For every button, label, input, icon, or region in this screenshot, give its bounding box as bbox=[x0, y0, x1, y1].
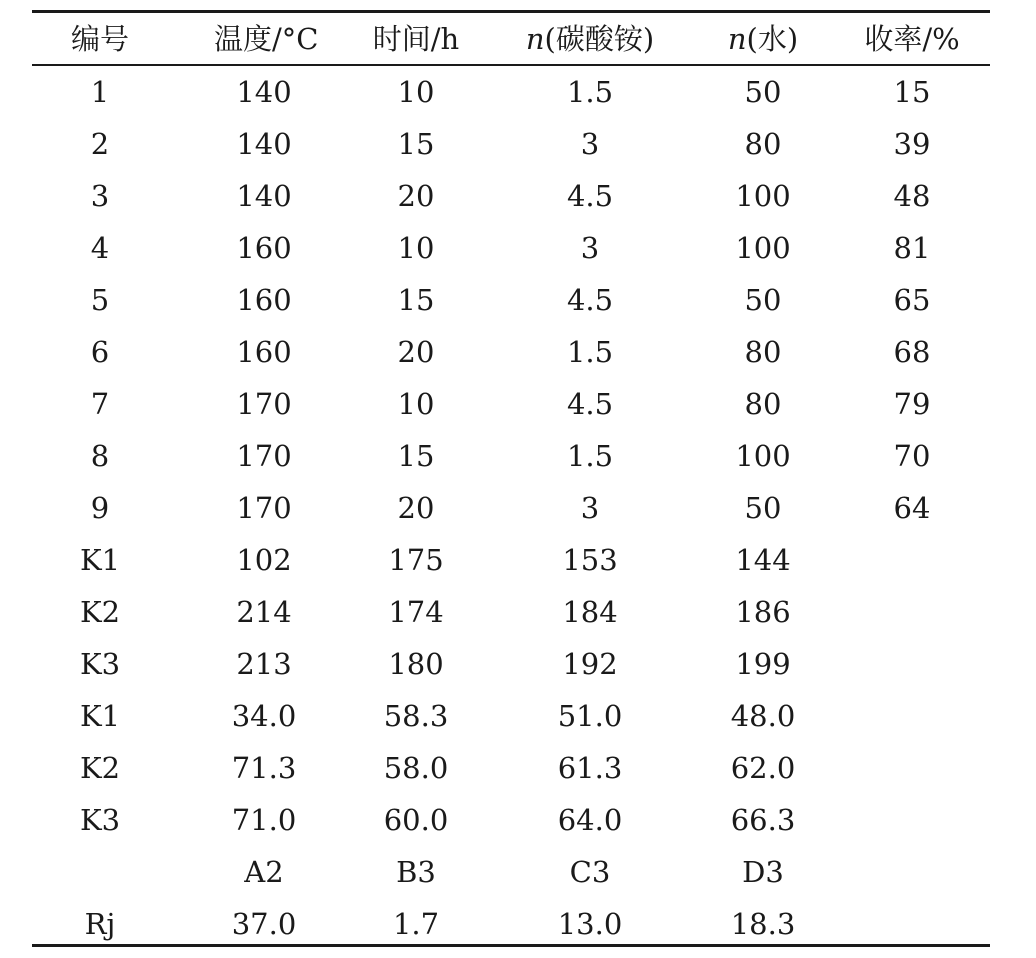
cell-temperature: A2 bbox=[244, 855, 284, 889]
cell-time: 180 bbox=[388, 647, 444, 681]
cell-time: 58.3 bbox=[383, 699, 449, 733]
cell-id: 4 bbox=[90, 231, 110, 265]
header-water bbox=[708, 13, 818, 65]
cell-ammonium-carbonate: 13.0 bbox=[557, 907, 623, 941]
table-row bbox=[0, 846, 1036, 898]
cell-ammonium-carbonate: 4.5 bbox=[566, 283, 614, 317]
table-row bbox=[0, 898, 1036, 950]
cell-id: 5 bbox=[90, 283, 110, 317]
cell-id: 9 bbox=[90, 491, 110, 525]
cell-ammonium-carbonate: 192 bbox=[562, 647, 618, 681]
table-row bbox=[0, 482, 1036, 534]
cell-temperature: 214 bbox=[236, 595, 292, 629]
cell-temperature: 170 bbox=[236, 387, 292, 421]
cell-id bbox=[58, 846, 142, 898]
cell-yield bbox=[855, 742, 969, 794]
cell-temperature: 160 bbox=[236, 283, 292, 317]
cell-id: 7 bbox=[90, 387, 110, 421]
cell-id: K1 bbox=[79, 543, 121, 577]
cell-ammonium-carbonate: 184 bbox=[562, 595, 618, 629]
cell-id: 3 bbox=[90, 179, 110, 213]
cell-id: K3 bbox=[79, 647, 121, 681]
cell-water: 100 bbox=[735, 231, 791, 265]
header-id-text: 编号 bbox=[70, 22, 129, 56]
header-time-text: 时间/h bbox=[372, 22, 460, 56]
cell-water: 50 bbox=[744, 75, 782, 109]
cell-water: 80 bbox=[744, 335, 782, 369]
cell-yield bbox=[855, 846, 969, 898]
table-row bbox=[0, 430, 1036, 482]
cell-water: 50 bbox=[744, 283, 782, 317]
cell-temperature: 71.3 bbox=[231, 751, 297, 785]
cell-ammonium-carbonate: 4.5 bbox=[566, 387, 614, 421]
cell-id: 6 bbox=[90, 335, 110, 369]
cell-time: 15 bbox=[397, 439, 435, 473]
header-yield-text: 收率/% bbox=[864, 22, 960, 56]
header-id bbox=[58, 13, 142, 65]
cell-temperature: 213 bbox=[236, 647, 292, 681]
cell-temperature: 71.0 bbox=[231, 803, 297, 837]
cell-time: 58.0 bbox=[383, 751, 449, 785]
cell-temperature: 160 bbox=[236, 335, 292, 369]
cell-ammonium-carbonate: 4.5 bbox=[566, 179, 614, 213]
cell-id: K1 bbox=[79, 699, 121, 733]
header-ammonium-carbonate-text: (碳酸铵) bbox=[544, 22, 655, 56]
cell-time: 60.0 bbox=[383, 803, 449, 837]
cell-yield bbox=[855, 794, 969, 846]
cell-temperature: 102 bbox=[236, 543, 292, 577]
cell-water: D3 bbox=[742, 855, 784, 889]
table-row bbox=[0, 534, 1036, 586]
cell-water: 100 bbox=[735, 179, 791, 213]
cell-temperature: 140 bbox=[236, 179, 292, 213]
cell-yield bbox=[855, 690, 969, 742]
cell-id: Rj bbox=[84, 907, 116, 941]
cell-time: 20 bbox=[397, 491, 435, 525]
cell-ammonium-carbonate: 3 bbox=[580, 127, 600, 161]
table-bottom-rule bbox=[32, 944, 990, 947]
cell-water: 199 bbox=[735, 647, 791, 681]
cell-yield: 48 bbox=[893, 179, 931, 213]
cell-water: 18.3 bbox=[730, 907, 796, 941]
cell-yield: 15 bbox=[893, 75, 931, 109]
table-row bbox=[0, 118, 1036, 170]
table-row bbox=[0, 378, 1036, 430]
cell-yield: 65 bbox=[893, 283, 931, 317]
header-water-n: n bbox=[727, 22, 747, 56]
table-row bbox=[0, 586, 1036, 638]
cell-time: 1.7 bbox=[392, 907, 440, 941]
cell-time: B3 bbox=[396, 855, 436, 889]
cell-id: 8 bbox=[90, 439, 110, 473]
header-temperature-text: 温度/°C bbox=[214, 22, 319, 56]
table-row bbox=[0, 794, 1036, 846]
cell-water: 80 bbox=[744, 127, 782, 161]
cell-id: K2 bbox=[79, 751, 121, 785]
cell-water: 80 bbox=[744, 387, 782, 421]
cell-yield: 39 bbox=[893, 127, 931, 161]
cell-water: 48.0 bbox=[730, 699, 796, 733]
cell-time: 20 bbox=[397, 335, 435, 369]
cell-time: 175 bbox=[388, 543, 444, 577]
header-ammonium-carbonate-n: n bbox=[525, 22, 545, 56]
cell-temperature: 160 bbox=[236, 231, 292, 265]
cell-water: 144 bbox=[735, 543, 791, 577]
cell-time: 20 bbox=[397, 179, 435, 213]
table-row bbox=[0, 222, 1036, 274]
table-row bbox=[0, 274, 1036, 326]
cell-id: K2 bbox=[79, 595, 121, 629]
cell-yield: 81 bbox=[893, 231, 931, 265]
cell-time: 10 bbox=[397, 231, 435, 265]
cell-yield bbox=[855, 638, 969, 690]
cell-temperature: 37.0 bbox=[231, 907, 297, 941]
header-temperature bbox=[214, 13, 319, 65]
cell-time: 15 bbox=[397, 127, 435, 161]
cell-yield: 79 bbox=[893, 387, 931, 421]
cell-yield: 70 bbox=[893, 439, 931, 473]
cell-yield bbox=[855, 534, 969, 586]
cell-water: 186 bbox=[735, 595, 791, 629]
table-row bbox=[0, 638, 1036, 690]
cell-time: 10 bbox=[397, 75, 435, 109]
header-time bbox=[361, 13, 471, 65]
cell-id: 1 bbox=[90, 75, 110, 109]
header-yield bbox=[855, 13, 969, 65]
cell-ammonium-carbonate: 153 bbox=[562, 543, 618, 577]
cell-ammonium-carbonate: 3 bbox=[580, 231, 600, 265]
cell-water: 66.3 bbox=[730, 803, 796, 837]
cell-yield: 64 bbox=[893, 491, 931, 525]
cell-water: 100 bbox=[735, 439, 791, 473]
cell-temperature: 140 bbox=[236, 75, 292, 109]
table-header-row bbox=[0, 13, 1036, 65]
cell-ammonium-carbonate: 51.0 bbox=[557, 699, 623, 733]
cell-water: 50 bbox=[744, 491, 782, 525]
cell-time: 10 bbox=[397, 387, 435, 421]
cell-temperature: 34.0 bbox=[231, 699, 297, 733]
header-ammonium-carbonate bbox=[515, 13, 665, 65]
cell-ammonium-carbonate: C3 bbox=[569, 855, 611, 889]
cell-ammonium-carbonate: 3 bbox=[580, 491, 600, 525]
table-row bbox=[0, 690, 1036, 742]
cell-ammonium-carbonate: 1.5 bbox=[566, 335, 614, 369]
cell-ammonium-carbonate: 1.5 bbox=[566, 439, 614, 473]
cell-yield bbox=[855, 586, 969, 638]
cell-ammonium-carbonate: 61.3 bbox=[557, 751, 623, 785]
cell-ammonium-carbonate: 64.0 bbox=[557, 803, 623, 837]
table-row bbox=[0, 742, 1036, 794]
cell-water: 62.0 bbox=[730, 751, 796, 785]
table-row bbox=[0, 170, 1036, 222]
table-row bbox=[0, 66, 1036, 118]
cell-yield: 68 bbox=[893, 335, 931, 369]
table-row bbox=[0, 326, 1036, 378]
cell-time: 174 bbox=[388, 595, 444, 629]
cell-yield bbox=[855, 898, 969, 950]
cell-id: K3 bbox=[79, 803, 121, 837]
cell-temperature: 140 bbox=[236, 127, 292, 161]
cell-ammonium-carbonate: 1.5 bbox=[566, 75, 614, 109]
header-water-text: (水) bbox=[746, 22, 799, 56]
cell-temperature: 170 bbox=[236, 491, 292, 525]
cell-temperature: 170 bbox=[236, 439, 292, 473]
cell-time: 15 bbox=[397, 283, 435, 317]
cell-id: 2 bbox=[90, 127, 110, 161]
